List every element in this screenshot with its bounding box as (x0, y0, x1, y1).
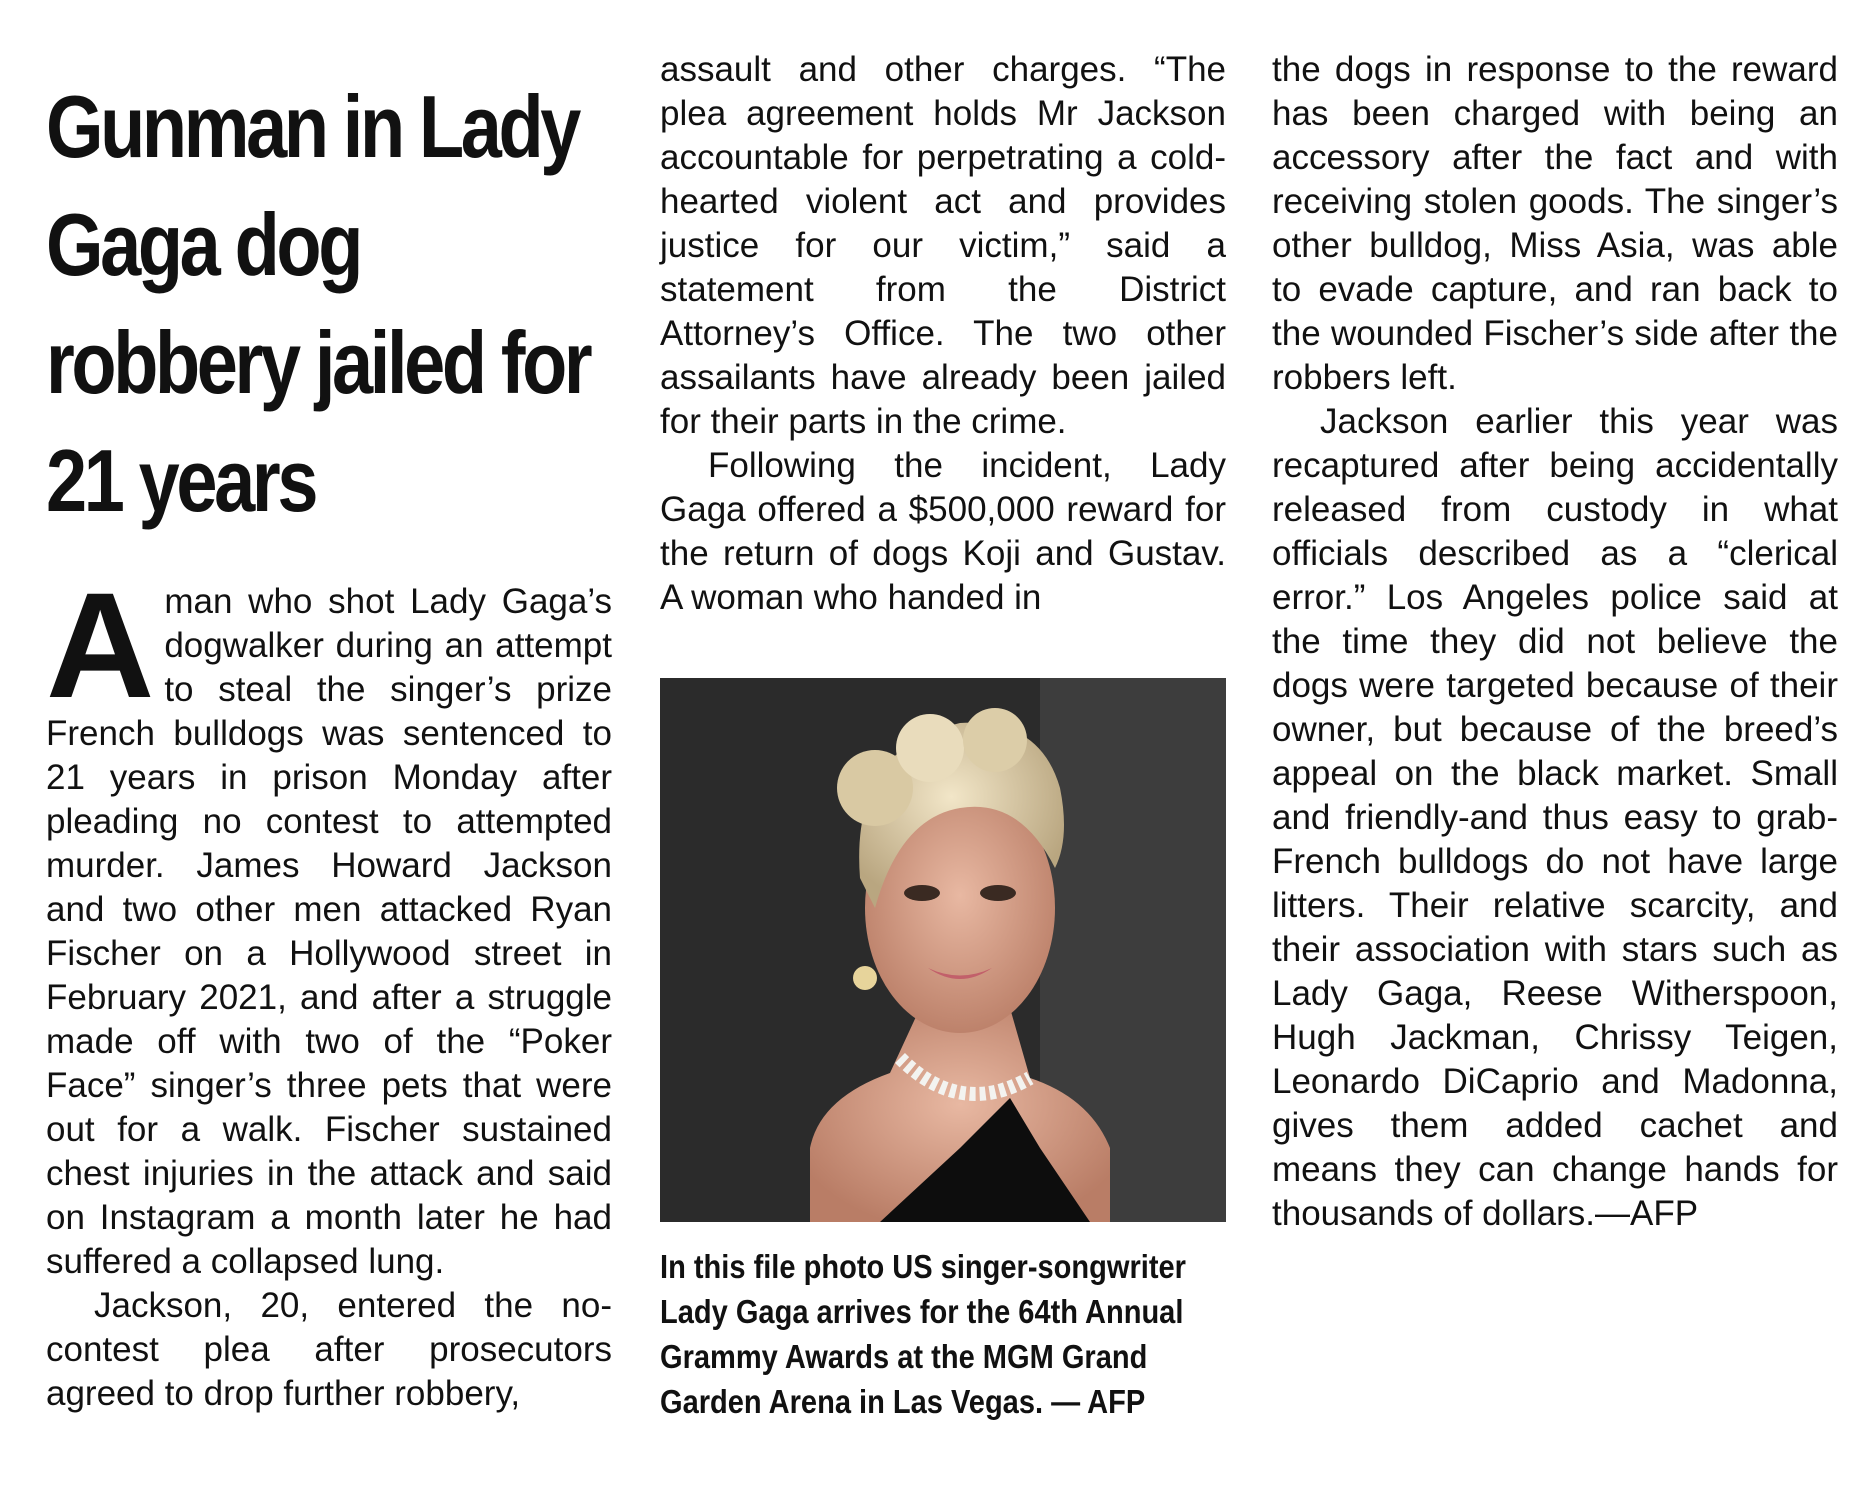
photo-caption: In this file photo US singer-songwriter Lady Gaga arrives for the 64th Annual Grammy Awards at the MGM Grand Garden Arena in Las Vegas. — AFP (660, 1248, 1186, 1420)
paragraph-lead (46, 561, 612, 1284)
column-1 (46, 48, 612, 1416)
article-body-col1 (46, 561, 612, 1416)
paragraph: Following the incident, Lady Gaga offered a $500,000 reward for the return of dogs Koji and Gustav. A woman who handed in (660, 446, 1226, 617)
paragraph: Jackson, 20, entered the no-contest plea after prosecutors agreed to drop further robbery, (46, 1286, 612, 1413)
news-photo (660, 678, 1226, 1222)
article-body-col2 (660, 48, 1226, 620)
column-3 (1272, 48, 1838, 1236)
portrait-illustration (660, 678, 1226, 1222)
headline: Gunman in Lady Gaga dog robbery jailed for 21 years (46, 77, 590, 530)
lead-text: man who shot Lady Gaga’s dogwalker during an attempt to steal the singer’s prize French bulldogs was sentenced to 21 years in prison Monday after pleading no contest to attempted murder. James Howard Jackson and two other men attacked Ryan Fischer on a Hollywood street in February 2021, and after a struggle made off with two of the “Poker Face” singer’s three pets that were out for a walk. Fischer sustained chest injuries in the attack and said on Instagram a month later he had suffered a collapsed lung. (46, 582, 612, 1281)
paragraph: Jackson earlier this year was recaptured after being accidentally released from custody in what officials described as a “clerical error.” Los Angeles police said at the time they did not believe the dogs were targeted because of their owner, but because of the breed’s appeal on the black market. Small and friendly-and thus easy to grab-French bulldogs do not have large litters. Their relative scarcity, and their association with stars such as Lady Gaga, Reese Witherspoon, Hugh Jackman, Chrissy Teigen, Leonardo DiCaprio and Madonna, gives them added cachet and means they can change hands for thousands of dollars.—AFP (1272, 402, 1838, 1233)
article-body-col3 (1272, 48, 1838, 1236)
column-2 (660, 48, 1226, 1424)
paragraph: the dogs in response to the reward has been charged with being an accessory after the fact and with receiving stolen goods. The singer’s other bulldog, Miss Asia, was able to evade capture, and ran back to the wounded Fischer’s side after the robbers left. (1272, 50, 1838, 397)
paragraph: assault and other charges. “The plea agreement holds Mr Jackson accountable for perpetrating a cold-hearted violent act and provides justice for our victim,” said a statement from the District Attorney’s Office. The two other assailants have already been jailed for their parts in the crime. (660, 50, 1226, 441)
drop-cap: A (46, 561, 155, 729)
